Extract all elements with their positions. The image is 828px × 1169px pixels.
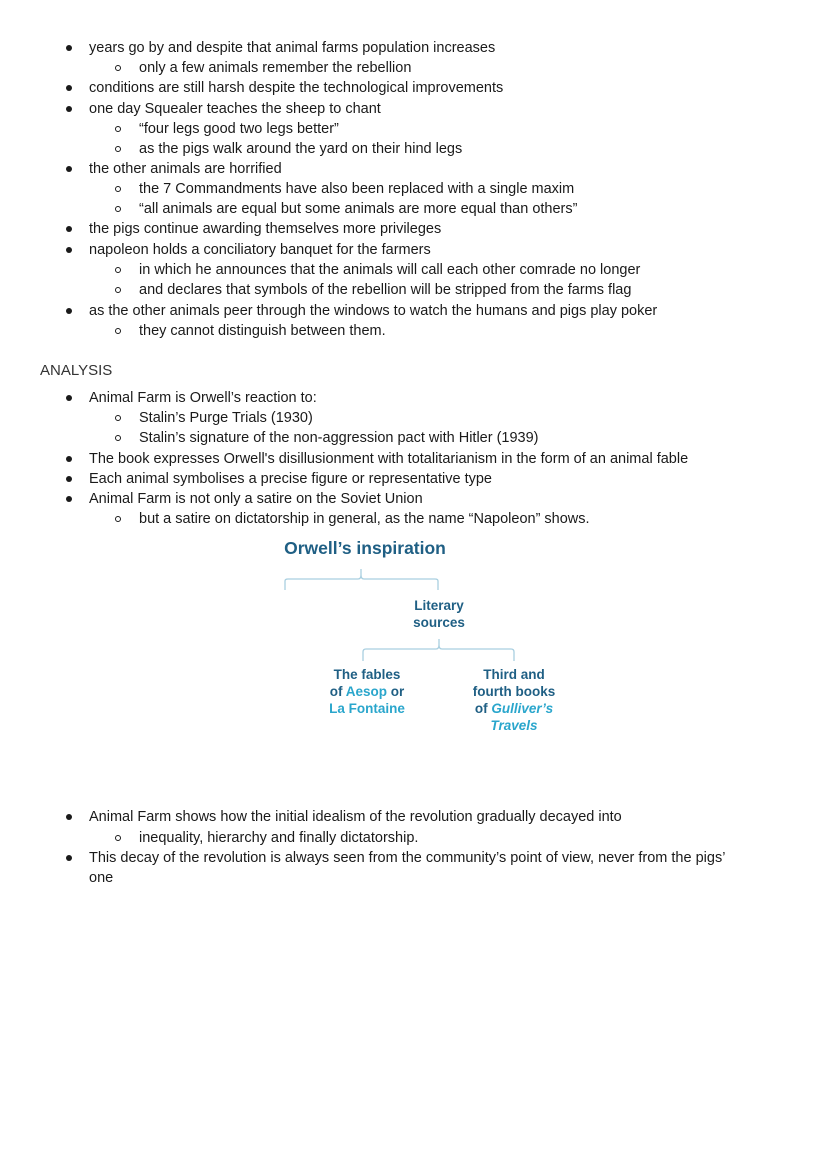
bullet-icon: [66, 85, 72, 91]
circle-bullet-icon: [115, 435, 121, 441]
bullet-icon: [66, 476, 72, 482]
bullet-icon: [66, 166, 72, 172]
circle-bullet-icon: [115, 287, 121, 293]
circle-bullet-icon: [115, 206, 121, 212]
circle-bullet-icon: [115, 186, 121, 192]
literary-sources-node: Literary sources: [413, 598, 465, 630]
circle-bullet-icon: [115, 415, 121, 421]
lower-brace: [363, 639, 514, 661]
fables-node: The fables of Aesop or La Fontaine: [329, 667, 405, 716]
bullet-icon: [66, 106, 72, 112]
bullet-icon: [66, 496, 72, 502]
bullet-icon: [66, 456, 72, 462]
gulliver-node: Third and fourth books of Gulliver’s Travels: [472, 667, 556, 733]
section-heading: ANALYSIS: [40, 362, 113, 379]
circle-bullet-icon: [115, 65, 121, 71]
diagram-title: Orwell’s inspiration: [284, 538, 446, 558]
top-brace: [285, 569, 438, 590]
bullet-icon: [66, 814, 72, 820]
bullet-icon: [66, 226, 72, 232]
circle-bullet-icon: [115, 146, 121, 152]
bullet-icon: [66, 308, 72, 314]
circle-bullet-icon: [115, 516, 121, 522]
circle-bullet-icon: [115, 835, 121, 841]
bullet-icon: [66, 395, 72, 401]
circle-bullet-icon: [115, 328, 121, 334]
circle-bullet-icon: [115, 126, 121, 132]
bullet-icon: [66, 247, 72, 253]
circle-bullet-icon: [115, 267, 121, 273]
bullet-icon: [66, 45, 72, 51]
bullet-icon: [66, 855, 72, 861]
